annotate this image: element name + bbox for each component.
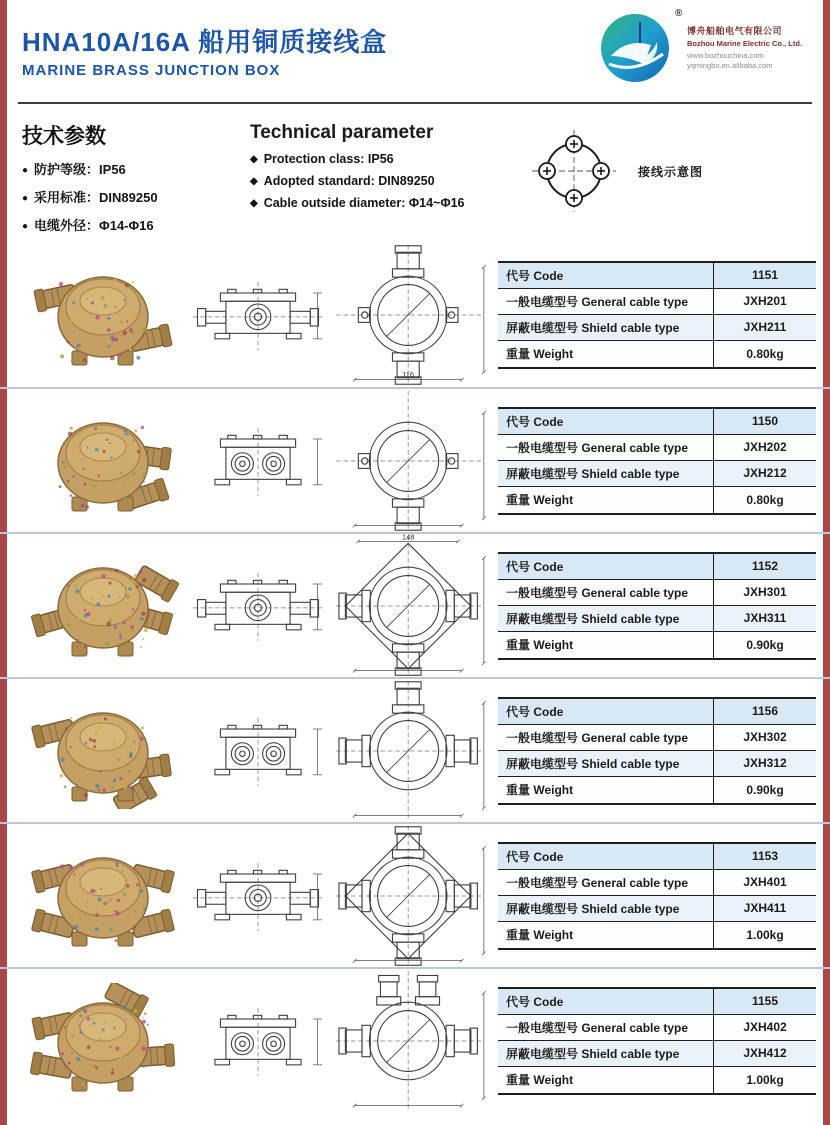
- general-cable-value: JXH301: [713, 580, 816, 605]
- tech-item: ◆ Cable outside diameter: Φ14~Φ16: [250, 196, 465, 210]
- page-title: HNA10A/16A 船用铜质接线盒: [22, 27, 388, 57]
- table-row: [498, 461, 816, 487]
- tech-item: ◆ Protection class: IP56: [250, 152, 394, 166]
- tech-params-en: [250, 122, 520, 210]
- top-view-drawing: [328, 535, 492, 677]
- weight-label: 重量 Weight: [506, 493, 574, 507]
- general-cable-value: JXH401: [713, 870, 816, 895]
- code-value: 1152: [713, 554, 816, 579]
- top-view-drawing: [328, 390, 492, 532]
- wiring-diagram-label: 接线示意图: [638, 164, 704, 179]
- general-cable-label: 一般电缆型号 General cable type: [506, 440, 689, 455]
- table-row: [498, 777, 816, 803]
- code-value: 1156: [713, 699, 816, 724]
- tech-item: ● 采用标准：DIN89250: [22, 190, 158, 205]
- bullet-icon: ●: [22, 165, 29, 176]
- shield-cable-label: 屏蔽电缆型号 Shield cable type: [506, 320, 680, 335]
- product-row: [0, 677, 830, 822]
- general-cable-value: JXH302: [713, 725, 816, 750]
- general-cable-value: JXH201: [713, 289, 816, 314]
- tech-item: ● 电缆外径：Φ14-Φ16: [22, 218, 154, 233]
- weight-value: 1.00kg: [713, 1067, 816, 1093]
- table-row: [498, 632, 816, 658]
- side-view-drawing: [188, 260, 328, 370]
- code-label: 代号 Code: [506, 704, 564, 719]
- product-row: [0, 242, 830, 387]
- general-cable-value: JXH402: [713, 1015, 816, 1040]
- company-url: www.bozhouchina.com: [687, 51, 764, 60]
- general-cable-label: 一般电缆型号 General cable type: [506, 875, 689, 890]
- top-view-drawing: [328, 970, 492, 1112]
- table-row: [498, 580, 816, 606]
- spec-table: [498, 987, 816, 1095]
- general-cable-label: 一般电缆型号 General cable type: [506, 585, 689, 600]
- bullet-icon: ●: [22, 221, 29, 232]
- side-view-drawing: [188, 406, 328, 516]
- weight-label: 重量 Weight: [506, 638, 574, 652]
- shield-cable-label: 屏蔽电缆型号 Shield cable type: [506, 1046, 680, 1061]
- product-row: [0, 532, 830, 677]
- product-row: [0, 387, 830, 532]
- table-row: [498, 844, 816, 870]
- table-row: [498, 487, 816, 513]
- side-view-drawing: [188, 696, 328, 806]
- top-view-drawing: [328, 244, 492, 386]
- shield-cable-value: JXH312: [713, 751, 816, 776]
- table-row: [498, 1015, 816, 1041]
- code-value: 1153: [713, 844, 816, 869]
- header-divider: [18, 102, 812, 104]
- tech-params-zh: [22, 120, 242, 234]
- spec-table: [498, 552, 816, 660]
- table-row: [498, 409, 816, 435]
- tech-heading-zh: 技术参数: [22, 125, 106, 148]
- code-value: 1151: [713, 263, 816, 288]
- code-value: 1150: [713, 409, 816, 434]
- general-cable-value: JXH202: [713, 435, 816, 460]
- technical-parameters-section: [0, 112, 830, 240]
- product-rows: [0, 242, 830, 1112]
- shield-cable-value: JXH212: [713, 461, 816, 486]
- company-name-en: Bozhou Marine Electric Co., Ltd.: [687, 39, 803, 48]
- bullet-icon: ◆: [250, 154, 258, 165]
- company-url-2: yqmingbo.en.alibaba.com: [687, 61, 773, 70]
- general-cable-label: 一般电缆型号 General cable type: [506, 294, 689, 309]
- weight-value: 0.90kg: [713, 777, 816, 803]
- company-name-zh: 博舟船舶电气有限公司: [687, 26, 783, 36]
- general-cable-label: 一般电缆型号 General cable type: [506, 1020, 689, 1035]
- registered-mark: ®: [675, 8, 683, 19]
- svg-text:116: 116: [402, 369, 415, 379]
- table-row: [498, 751, 816, 777]
- bullet-icon: ◆: [250, 176, 258, 187]
- code-value: 1155: [713, 989, 816, 1014]
- tech-item: ◆ Adopted standard: DIN89250: [250, 174, 435, 188]
- product-row: [0, 967, 830, 1112]
- table-row: [498, 1041, 816, 1067]
- shield-cable-value: JXH411: [713, 896, 816, 921]
- code-label: 代号 Code: [506, 559, 564, 574]
- sailboat-logo-icon: [599, 12, 671, 89]
- table-row: [498, 1067, 816, 1093]
- side-view-drawing: [188, 841, 328, 951]
- shield-cable-label: 屏蔽电缆型号 Shield cable type: [506, 466, 680, 481]
- page-header: [0, 0, 830, 104]
- product-photo: [18, 687, 188, 815]
- shield-cable-label: 屏蔽电缆型号 Shield cable type: [506, 901, 680, 916]
- weight-label: 重量 Weight: [506, 1073, 574, 1087]
- weight-label: 重量 Weight: [506, 783, 574, 797]
- shield-cable-value: JXH211: [713, 315, 816, 340]
- side-view-drawing: [188, 551, 328, 661]
- product-photo: [18, 832, 188, 960]
- logo-text-block: [687, 24, 815, 70]
- bullet-icon: ●: [22, 193, 29, 204]
- code-label: 代号 Code: [506, 268, 564, 283]
- shield-cable-label: 屏蔽电缆型号 Shield cable type: [506, 611, 680, 626]
- weight-value: 0.90kg: [713, 632, 816, 658]
- tech-item: ● 防护等级：IP56: [22, 162, 126, 177]
- general-cable-label: 一般电缆型号 General cable type: [506, 730, 689, 745]
- svg-text:148: 148: [401, 533, 415, 542]
- table-row: [498, 435, 816, 461]
- weight-label: 重量 Weight: [506, 928, 574, 942]
- weight-label: 重量 Weight: [506, 347, 574, 361]
- weight-value: 0.80kg: [713, 341, 816, 367]
- top-view-drawing: [328, 680, 492, 822]
- product-photo: [18, 397, 188, 525]
- side-view-drawing: [188, 986, 328, 1096]
- tech-heading-en: Technical parameter: [250, 122, 434, 143]
- table-row: [498, 922, 816, 948]
- table-row: [498, 699, 816, 725]
- spec-table: [498, 697, 816, 805]
- table-row: [498, 896, 816, 922]
- spec-table: [498, 407, 816, 515]
- table-row: [498, 341, 816, 367]
- table-row: [498, 289, 816, 315]
- code-label: 代号 Code: [506, 994, 564, 1009]
- product-photo: [18, 542, 188, 670]
- shield-cable-value: JXH412: [713, 1041, 816, 1066]
- table-row: [498, 989, 816, 1015]
- company-logo: [599, 6, 814, 94]
- shield-cable-label: 屏蔽电缆型号 Shield cable type: [506, 756, 680, 771]
- wiring-diagram: [528, 128, 703, 214]
- spec-table: [498, 842, 816, 950]
- code-label: 代号 Code: [506, 849, 564, 864]
- table-row: [498, 725, 816, 751]
- table-row: [498, 606, 816, 632]
- table-row: [498, 263, 816, 289]
- weight-value: 0.80kg: [713, 487, 816, 513]
- bullet-icon: ◆: [250, 198, 258, 209]
- weight-value: 1.00kg: [713, 922, 816, 948]
- code-label: 代号 Code: [506, 414, 564, 429]
- spec-table: [498, 261, 816, 369]
- wiring-diagram-icon: [528, 128, 624, 214]
- product-photo: [18, 251, 188, 379]
- title-block: [22, 22, 387, 79]
- table-row: [498, 870, 816, 896]
- table-row: [498, 554, 816, 580]
- page-subtitle: MARINE BRASS JUNCTION BOX: [22, 62, 281, 79]
- top-view-drawing: [328, 825, 492, 967]
- table-row: [498, 315, 816, 341]
- product-photo: [18, 977, 188, 1105]
- product-row: [0, 822, 830, 967]
- shield-cable-value: JXH311: [713, 606, 816, 631]
